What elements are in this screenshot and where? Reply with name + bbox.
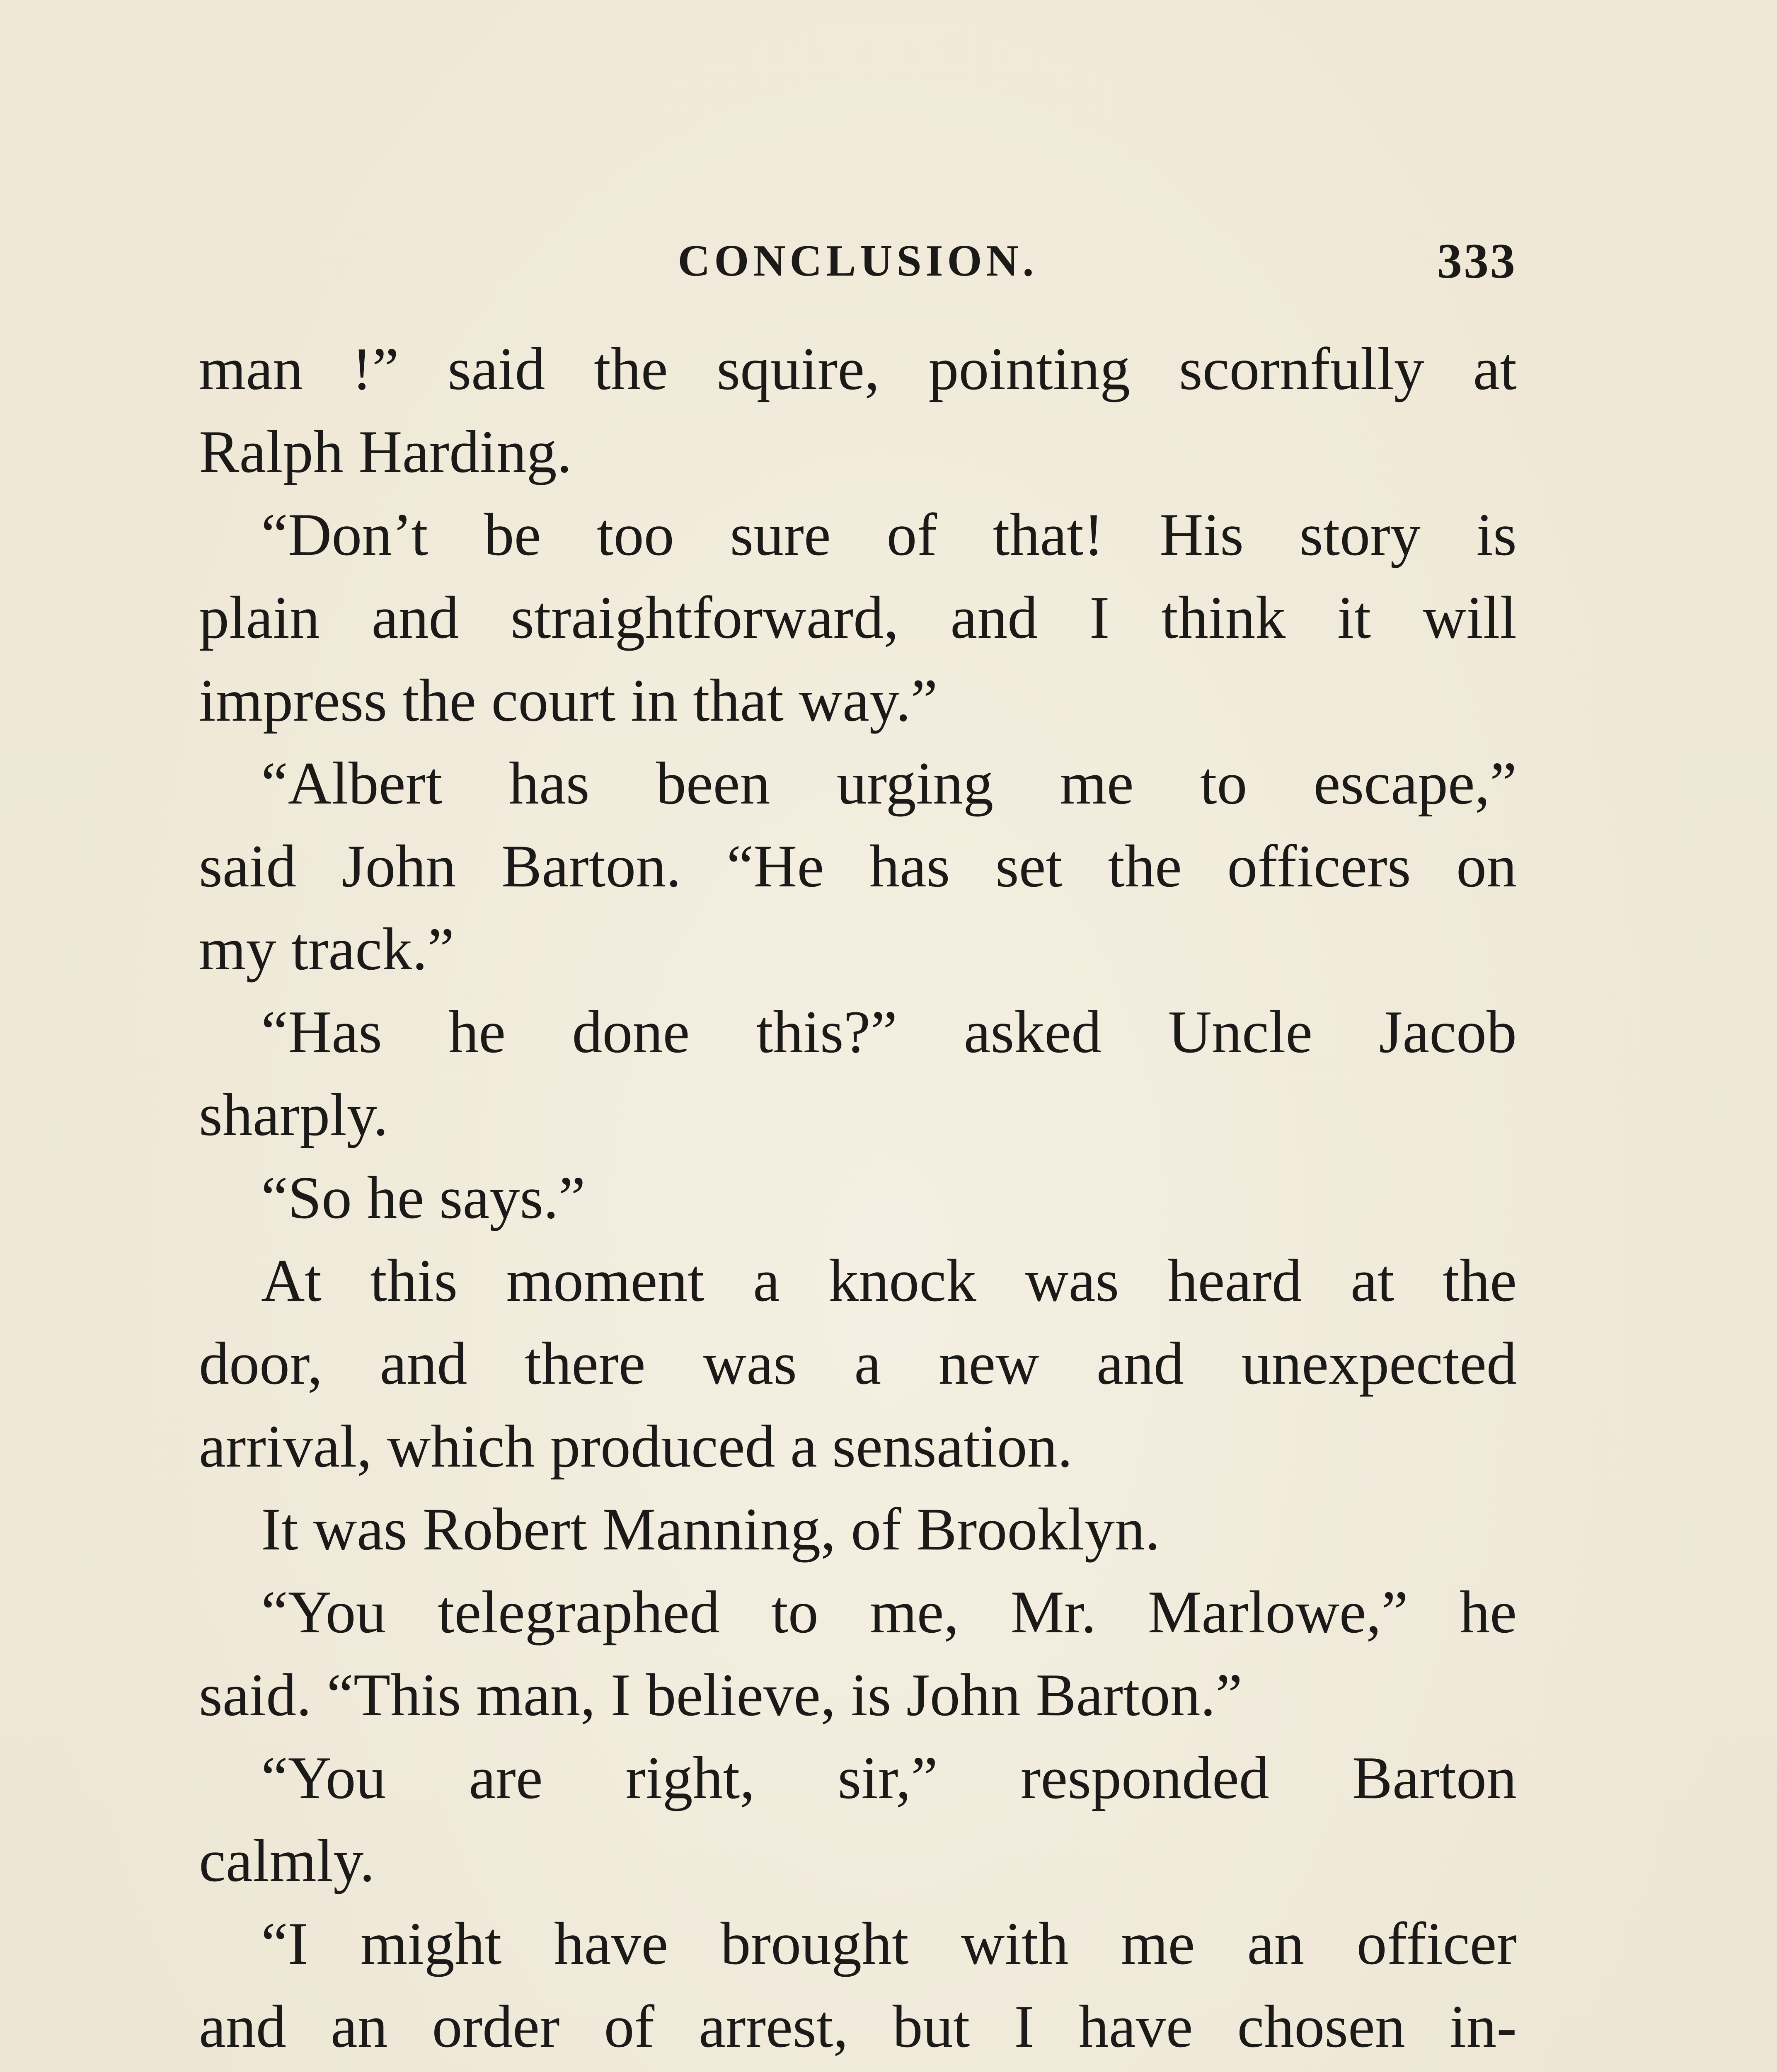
- text-line: Ralph Harding.: [199, 418, 572, 485]
- text-line: “You are right, sir,” responded Barton: [261, 1744, 1517, 1811]
- page-number: 333: [1437, 233, 1517, 288]
- text-line: said. “This man, I believe, is John Barton.”: [199, 1661, 1242, 1728]
- text-line: “I might have brought with me an officer: [261, 1910, 1517, 1977]
- text-line: “Albert has been urging me to escape,”: [261, 750, 1517, 817]
- text-line: [199, 2068, 1517, 2072]
- page-header: [199, 224, 1517, 298]
- text-line: It was Robert Manning, of Brooklyn.: [261, 1496, 1160, 1563]
- text-line: sharply.: [199, 1081, 388, 1148]
- text-line: “You telegraphed to me, Mr. Marlowe,” he: [261, 1578, 1517, 1646]
- text-line: impress the court in that way.”: [199, 667, 938, 734]
- text-line: and an order of arrest, but I have chosen in-: [199, 1993, 1517, 2060]
- text-line: arrival, which produced a sensation.: [199, 1413, 1073, 1480]
- text-line: “So he says.”: [261, 1164, 586, 1231]
- running-head: CONCLUSION.: [678, 236, 1038, 286]
- text-line: my track.”: [199, 915, 455, 983]
- text-line: At this moment a knock was heard at the: [261, 1247, 1517, 1314]
- text-line: door, and there was a new and unexpected: [199, 1330, 1517, 1397]
- text-line: “Has he done this?” asked Uncle Jacob: [261, 998, 1517, 1065]
- text-line: “Don’t be too sure of that! His story is: [261, 501, 1517, 568]
- text-line: plain and straightforward, and I think it will: [199, 584, 1517, 651]
- text-line: calmly.: [199, 1827, 375, 1894]
- body-text: [199, 327, 1517, 2072]
- text-line: man !” said the squire, pointing scornfully at: [199, 335, 1517, 402]
- text-line: said John Barton. “He has set the officers on: [199, 833, 1517, 900]
